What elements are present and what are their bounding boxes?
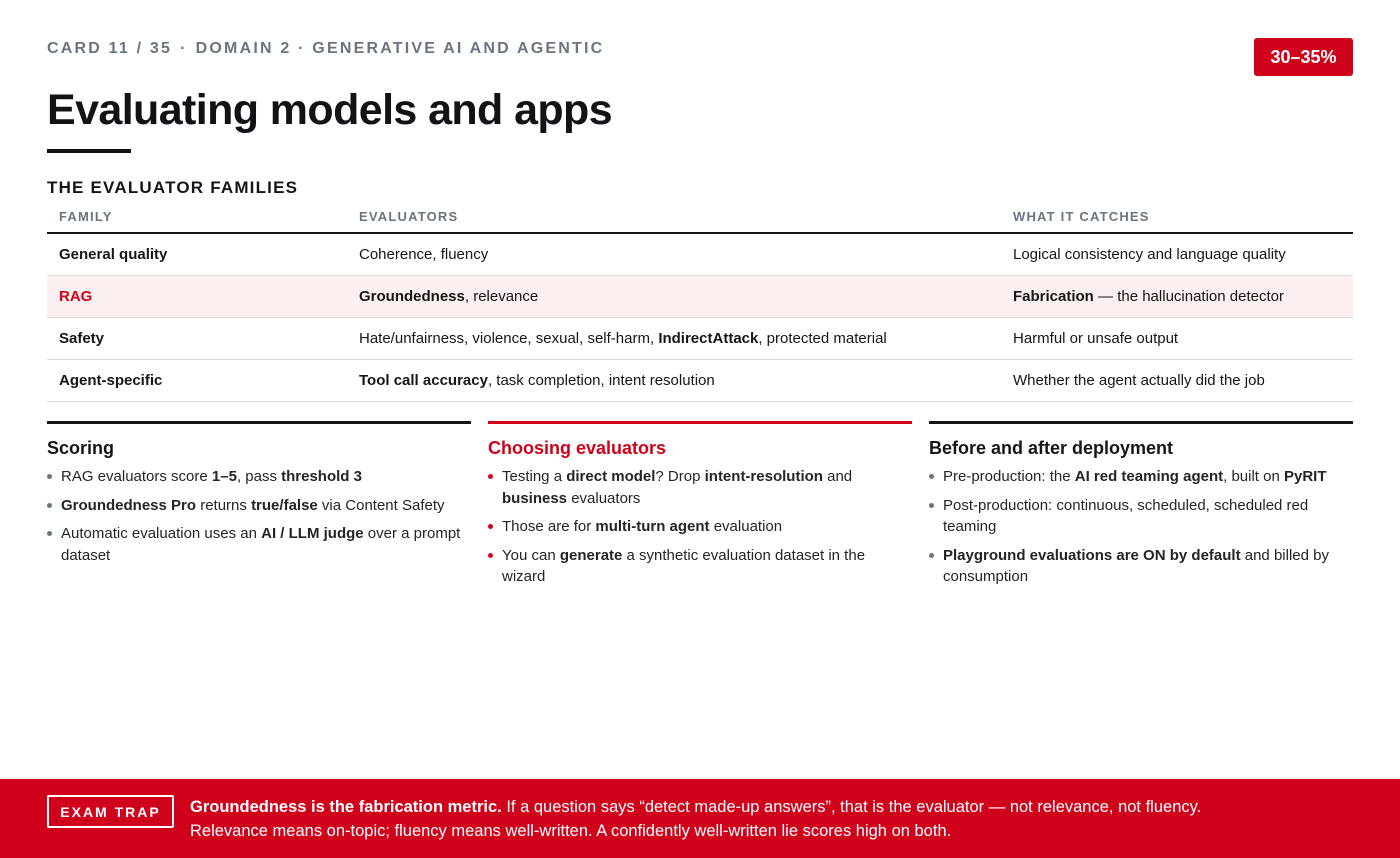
list-item [488, 466, 912, 509]
item-text: via Content Safety [317, 496, 445, 514]
exam-trap-lead: Groundedness is the fabrication metric. [190, 798, 502, 816]
column-header-evaluators: EVALUATORS [359, 209, 459, 224]
list-item [47, 495, 471, 517]
deployment-list [929, 466, 1353, 588]
item-text: Post-production: continuous, scheduled, scheduled red teaming [943, 496, 1309, 535]
exam-trap-label: EXAM TRAP [47, 795, 174, 828]
list-item [929, 545, 1353, 588]
list-item [47, 466, 471, 488]
column-header-family: FAMILY [59, 209, 113, 224]
item-emphasis: Playground evaluations are ON by default [943, 546, 1241, 564]
evaluators-text: , relevance [464, 288, 539, 305]
item-text: You can [502, 546, 560, 564]
item-emphasis: AI / LLM judge [261, 525, 364, 542]
table-row [47, 234, 1353, 276]
evaluators-text: Hate/unfairness, violence, sexual, self-harm, [359, 330, 659, 347]
evaluators-cell [359, 288, 538, 305]
column-top-rule [47, 421, 471, 424]
item-text: evaluators [567, 489, 641, 507]
table-body [47, 234, 1353, 402]
evaluators-text: Coherence, fluency [359, 246, 489, 263]
domain-label: DOMAIN 2 · GENERATIVE AI AND AGENTIC [195, 40, 605, 57]
item-text: evaluation [709, 518, 783, 535]
evaluators-cell [359, 246, 488, 263]
card-counter: CARD 11 / 35 [47, 40, 173, 57]
item-text: Pre-production: the [943, 468, 1075, 485]
list-item [488, 516, 912, 538]
evaluators-emphasis: Tool call accuracy [359, 372, 488, 389]
table-row [47, 360, 1353, 402]
list-item [929, 495, 1353, 538]
family-cell: Agent-specific [59, 372, 163, 389]
item-text: , built on [1223, 468, 1284, 485]
item-text: a synthetic evaluation dataset in the wizard [502, 546, 866, 585]
evaluators-emphasis: Groundedness [359, 288, 465, 305]
catches-cell [1013, 330, 1178, 347]
exam-trap-line-1-rest: If a question says “detect made-up answers”, that is the evaluator — not relevance, not fluency. [501, 798, 1202, 816]
item-text: returns [196, 496, 252, 514]
item-text: , pass [236, 468, 282, 485]
catches-text: Harmful or unsafe output [1013, 330, 1179, 347]
column-top-rule [488, 421, 912, 424]
family-cell: RAG [59, 288, 93, 305]
weight-badge: 30–35% [1254, 38, 1353, 76]
deployment-heading: Before and after deployment [929, 438, 1174, 458]
page-title: Evaluating models and apps [47, 86, 613, 134]
item-emphasis: AI red teaming agent [1074, 468, 1224, 485]
table-row [47, 318, 1353, 360]
evaluators-text: , protected material [758, 330, 887, 347]
item-emphasis: 1–5 [211, 468, 237, 485]
catches-cell [1013, 246, 1286, 263]
choosing-evaluators-column [488, 421, 912, 595]
evaluator-families-table [47, 200, 1353, 402]
family-cell: General quality [59, 246, 168, 263]
item-emphasis: threshold 3 [281, 468, 362, 485]
item-emphasis: PyRIT [1283, 468, 1327, 485]
scoring-column [47, 421, 471, 573]
evaluators-emphasis: IndirectAttack [658, 330, 759, 347]
table-row [47, 276, 1353, 318]
table-header [47, 200, 1353, 234]
item-emphasis: multi-turn agent [595, 518, 710, 535]
column-top-rule [929, 421, 1353, 424]
exam-trap-line-1 [190, 795, 1370, 819]
catches-text: Logical consistency and language quality [1013, 246, 1286, 263]
evaluators-text: , task completion, intent resolution [487, 372, 715, 389]
catches-text: — the hallucination detector [1093, 288, 1284, 305]
list-item [929, 466, 1353, 488]
list-item [488, 545, 912, 588]
item-text: RAG evaluators score [61, 468, 212, 485]
item-text: ? Drop [655, 468, 705, 485]
item-emphasis: intent-resolution [704, 468, 823, 485]
column-header-catches: WHAT IT CATCHES [1013, 209, 1150, 224]
item-text: over a prompt dataset [61, 525, 461, 564]
item-emphasis: Groundedness Pro [61, 496, 197, 514]
item-text: Automatic evaluation uses an [61, 525, 262, 542]
evaluators-cell [359, 330, 887, 347]
choosing-evaluators-list [488, 466, 912, 588]
title-underline [47, 149, 131, 153]
deployment-column [929, 421, 1353, 595]
list-item [47, 523, 471, 566]
item-text: Those are for [502, 518, 596, 535]
card-eyebrow [47, 40, 604, 58]
exam-trap-line-2: Relevance means on-topic; fluency means well-written. A confidently well-written lie scores high on both. [190, 822, 952, 840]
catches-cell [1013, 372, 1265, 389]
eyebrow-separator: · [180, 40, 188, 57]
catches-emphasis: Fabrication [1013, 288, 1094, 305]
choosing-evaluators-heading: Choosing evaluators [488, 438, 667, 458]
catches-text: Whether the agent actually did the job [1013, 372, 1265, 389]
evaluators-cell [359, 372, 715, 389]
exam-trap-text [190, 795, 1370, 843]
item-emphasis: generate [559, 546, 623, 564]
item-text: and [822, 468, 853, 485]
scoring-heading: Scoring [47, 438, 115, 458]
item-emphasis: direct model [566, 468, 656, 485]
item-emphasis: true/false [251, 496, 318, 514]
section-title: THE EVALUATOR FAMILIES [47, 178, 299, 197]
scoring-list [47, 466, 471, 566]
exam-trap-banner [0, 779, 1400, 858]
item-text: and billed by consumption [943, 546, 1329, 585]
family-cell: Safety [59, 330, 105, 347]
item-emphasis: business [502, 489, 568, 507]
item-text: Testing a [502, 468, 567, 485]
catches-cell [1013, 288, 1284, 305]
